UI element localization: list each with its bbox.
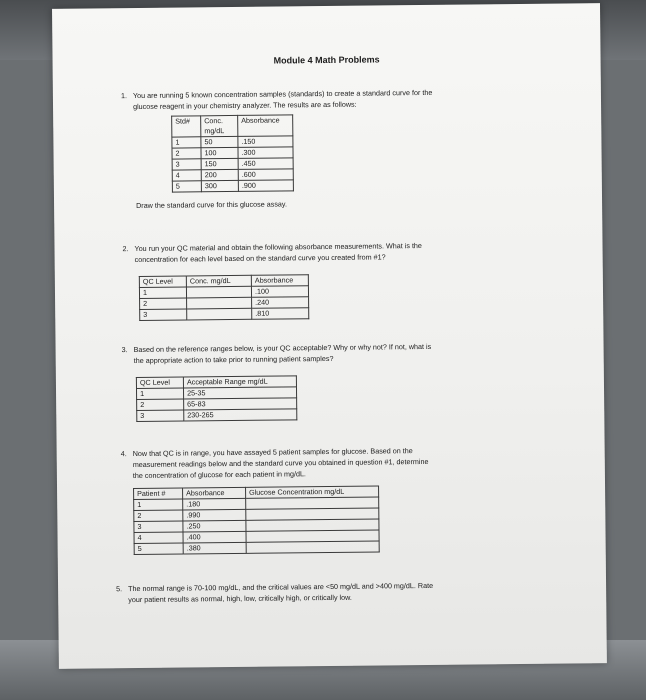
column-header: QC Level — [136, 377, 183, 388]
cell-absorbance: .100 — [251, 286, 308, 298]
question-text: the appropriate action to take prior to running patient samples? — [133, 353, 334, 366]
cell-absorbance: .240 — [252, 297, 309, 309]
question-1 — [120, 87, 433, 112]
question-text: You are running 5 known concentration samples (standards) to create a standard curve for the — [132, 87, 433, 101]
patient-samples-table — [133, 485, 380, 555]
cell-std: 1 — [172, 137, 201, 148]
question-number: 2. — [122, 244, 129, 254]
question-text: Based on the reference ranges below, is your QC acceptable? Why or why not? If not, what is — [133, 341, 432, 355]
cell-conc: 100 — [201, 147, 238, 158]
cell-patient: 4 — [134, 532, 183, 544]
worksheet-page — [52, 3, 607, 669]
column-header: Conc. mg/dL — [201, 115, 238, 136]
question-3 — [121, 341, 432, 366]
qc-acceptable-range-table — [136, 375, 297, 422]
cell-range: 25-35 — [183, 387, 296, 399]
column-header: Patient # — [134, 488, 183, 500]
question-number: 3. — [121, 345, 128, 355]
column-header: Absorbance — [251, 275, 308, 287]
question-text: Now that QC is in range, you have assayed 5 patient samples for glucose. Based on the — [132, 446, 413, 459]
cell-patient: 1 — [134, 499, 183, 511]
table-row — [140, 308, 309, 321]
question-1-footer: Draw the standard curve for this glucose assay. — [136, 199, 287, 210]
column-header: Conc. mg/dL — [186, 275, 251, 287]
question-number: 5. — [116, 584, 123, 594]
table-row — [137, 409, 297, 422]
question-text: the concentration of glucose for each patient in mg/dL. — [132, 469, 306, 481]
cell-glucose — [246, 541, 379, 553]
cell-conc — [186, 286, 251, 298]
cell-absorbance: .380 — [183, 542, 246, 554]
cell-patient: 2 — [134, 510, 183, 522]
cell-qc-level: 1 — [136, 388, 183, 399]
question-text: glucose reagent in your chemistry analyzer. The results are as follows: — [132, 99, 357, 112]
cell-conc: 150 — [201, 158, 238, 169]
question-text: You run your QC material and obtain the following absorbance measurements. What is the — [134, 241, 422, 254]
cell-conc: 300 — [201, 180, 238, 191]
page-title: Module 4 Math Problems — [273, 54, 380, 66]
column-header: QC Level — [139, 276, 186, 287]
cell-absorbance: .600 — [238, 169, 293, 181]
cell-absorbance: .450 — [238, 158, 293, 170]
cell-qc-level: 3 — [140, 309, 187, 320]
standards-table — [171, 114, 294, 192]
question-text: your patient results as normal, high, low, critically high, or critically low. — [128, 592, 352, 605]
question-5 — [116, 580, 434, 605]
question-4 — [120, 445, 429, 481]
column-header: Absorbance — [238, 115, 293, 137]
column-header: Absorbance — [183, 487, 246, 499]
question-text: The normal range is 70-100 mg/dL, and the critical values are <50 mg/dL and >400 mg/dL. Rate — [128, 580, 434, 594]
cell-absorbance: .900 — [238, 180, 293, 192]
cell-conc: 200 — [201, 169, 238, 180]
cell-range: 65-83 — [184, 398, 297, 410]
column-header: Glucose Concentration mg/dL — [246, 486, 379, 498]
cell-qc-level: 3 — [137, 410, 184, 421]
question-number: 1. — [120, 91, 127, 101]
cell-absorbance: .150 — [238, 136, 293, 148]
cell-std: 5 — [172, 181, 201, 192]
cell-qc-level: 2 — [137, 399, 184, 410]
cell-std: 4 — [172, 170, 201, 181]
cell-qc-level: 1 — [139, 287, 186, 298]
cell-patient: 3 — [134, 521, 183, 533]
question-number: 4. — [120, 449, 127, 459]
cell-qc-level: 2 — [140, 298, 187, 309]
cell-absorbance: .180 — [183, 498, 246, 510]
table-row — [134, 541, 379, 555]
cell-absorbance: .810 — [252, 308, 309, 320]
cell-absorbance: .990 — [183, 509, 246, 521]
table-header-row — [172, 115, 293, 137]
table-row — [172, 180, 293, 192]
cell-conc — [187, 308, 252, 320]
cell-std: 2 — [172, 148, 201, 159]
cell-absorbance: .400 — [183, 531, 246, 543]
cell-range: 230-265 — [184, 409, 297, 421]
cell-conc: 50 — [201, 136, 238, 147]
cell-std: 3 — [172, 159, 201, 170]
question-text: measurement readings below and the standard curve you obtained in question #1, determine — [132, 456, 429, 470]
column-header: Acceptable Range mg/dL — [183, 376, 296, 388]
cell-absorbance: .250 — [183, 520, 246, 532]
cell-patient: 5 — [134, 543, 183, 555]
cell-conc — [187, 297, 252, 309]
qc-absorbance-table — [139, 274, 309, 321]
question-text: concentration for each level based on the standard curve you created from #1? — [134, 252, 386, 265]
column-header: Std# — [172, 116, 201, 137]
question-2 — [122, 240, 422, 265]
cell-absorbance: .300 — [238, 147, 293, 159]
